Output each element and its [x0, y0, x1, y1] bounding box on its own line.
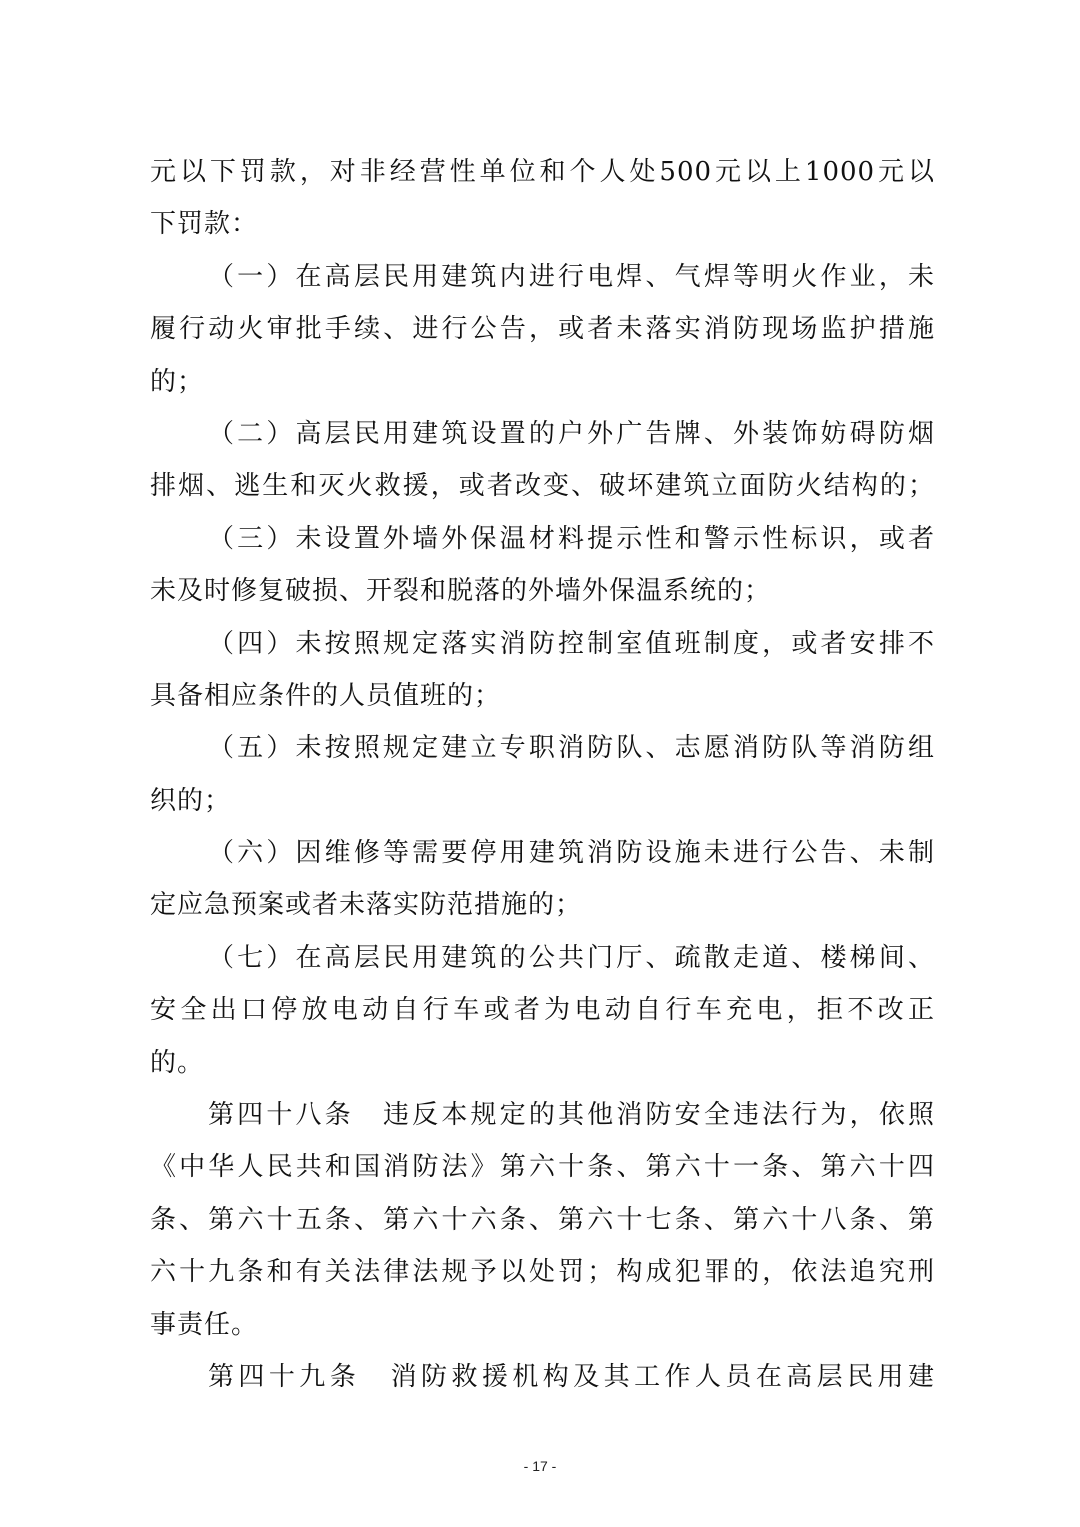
text-line: （一）在高层民用建筑内进行电焊、气焊等明火作业，未 — [208, 261, 935, 292]
text-line: 织的； — [150, 785, 232, 816]
page-number: - 17 - — [523, 1458, 557, 1474]
text-line: 安全出口停放电动自行车或者为电动自行车充电，拒不改正 — [150, 995, 935, 1026]
text-line: （二）高层民用建筑设置的户外广告牌、外装饰妨碍防烟 — [208, 418, 935, 449]
text-line: 下罚款： — [150, 209, 259, 240]
text-line: 第四十八条 违反本规定的其他消防安全违法行为，依照 — [208, 1100, 935, 1131]
text-line: 《中华人民共和国消防法》第六十条、第六十一条、第六十四 — [150, 1152, 935, 1183]
text-line: 第四十九条 消防救援机构及其工作人员在高层民用建 — [208, 1361, 935, 1392]
text-line: （七）在高层民用建筑的公共门厅、疏散走道、楼梯间、 — [208, 942, 935, 973]
text-line: 定应急预案或者未落实防范措施的； — [150, 890, 583, 921]
text-line: 元以下罚款，对非经营性单位和个人处500元以上1000元以 — [150, 157, 935, 187]
text-line: 未及时修复破损、开裂和脱落的外墙外保温系统的； — [150, 576, 772, 607]
text-line: （三）未设置外墙外保温材料提示性和警示性标识，或者 — [208, 523, 935, 554]
text-line: 六十九条和有关法律法规予以处罚；构成犯罪的，依法追究刑 — [150, 1257, 935, 1288]
text-line: （四）未按照规定落实消防控制室值班制度，或者安排不 — [208, 628, 935, 659]
text-line: 履行动火审批手续、进行公告，或者未落实消防现场监护措施 — [150, 314, 935, 345]
text-line: 具备相应条件的人员值班的； — [150, 680, 502, 711]
body-text — [150, 146, 935, 1403]
text-line: 事责任。 — [150, 1309, 259, 1340]
text-line: 排烟、逃生和灭火救援，或者改变、破坏建筑立面防火结构的； — [150, 471, 935, 502]
text-line: 的。 — [150, 1047, 205, 1078]
text-line: 条、第六十五条、第六十六条、第六十七条、第六十八条、第 — [150, 1204, 935, 1235]
text-line: 的； — [150, 366, 205, 397]
text-line: （六）因维修等需要停用建筑消防设施未进行公告、未制 — [208, 838, 935, 869]
text-line: （五）未按照规定建立专职消防队、志愿消防队等消防组 — [208, 733, 935, 764]
